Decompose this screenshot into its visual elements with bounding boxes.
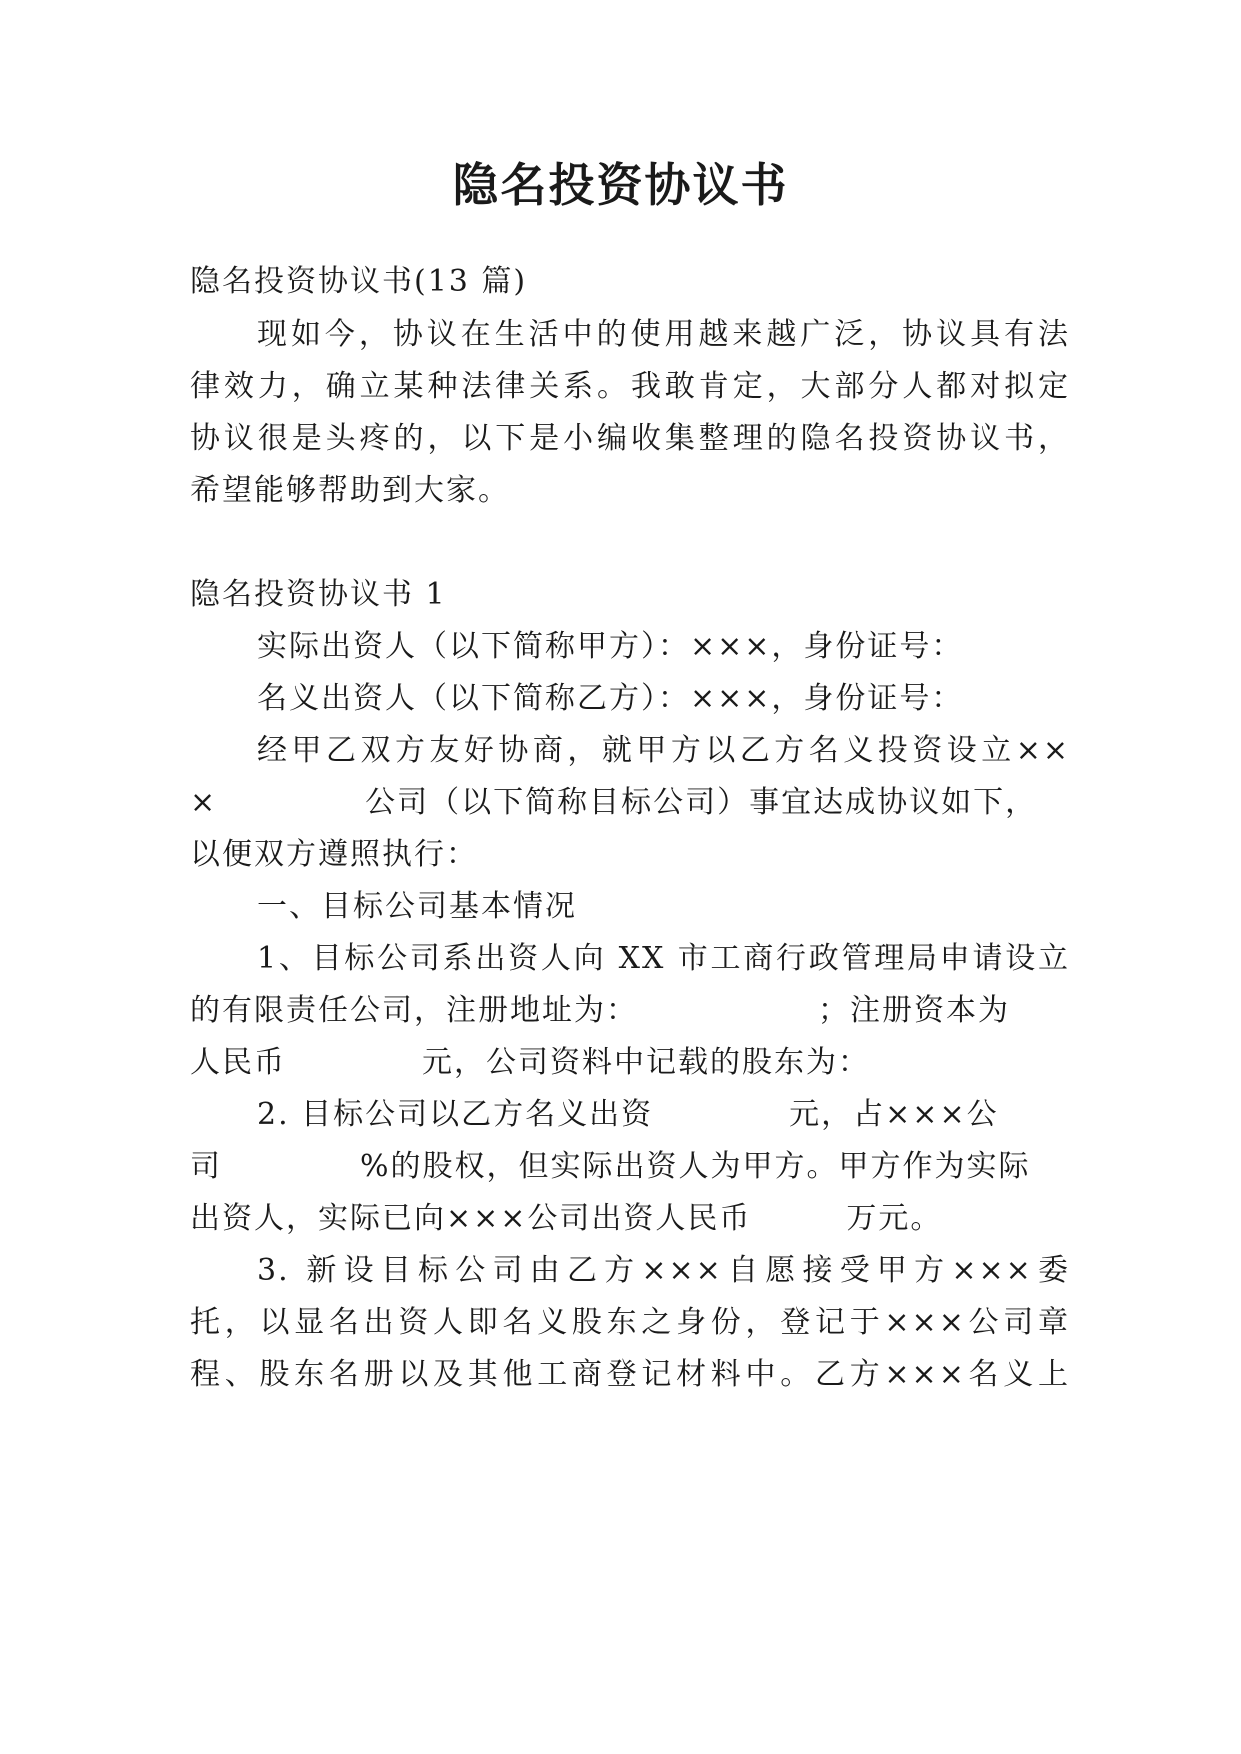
clause-heading: 一、目标公司基本情况: [257, 889, 577, 924]
blank-prefix: ×: [190, 785, 218, 820]
clause-2-line-1b: 元，占×××公: [789, 1097, 999, 1132]
document-subtitle: 隐名投资协议书(13 篇): [190, 264, 528, 299]
clause-1-line-1: 1、目标公司系出资人向 XX 市工商行政管理局申请设立: [257, 941, 1070, 976]
clause-3-line-3: 程、股东名册以及其他工商登记材料中。乙方×××名义上: [190, 1357, 1070, 1392]
clause-1-line-2: [190, 991, 1070, 1031]
clause-1-line-3a: 人民币: [190, 1045, 286, 1080]
document-title: 隐名投资协议书: [452, 158, 789, 212]
clause-2-line-1: [257, 1095, 1070, 1135]
clause-2-line-2a: 司: [190, 1149, 222, 1184]
clause-3-line-1: 3. 新设目标公司由乙方×××自愿接受甲方×××委: [257, 1253, 1070, 1288]
intro-line-1: 现如今，协议在生活中的使用越来越广泛，协议具有法: [257, 317, 1070, 352]
clause-1-line-3b: 元，公司资料中记载的股东为：: [422, 1045, 870, 1080]
clause-2-line-2b: %的股权，但实际出资人为甲方。甲方作为实际: [360, 1149, 1031, 1184]
section-heading: 隐名投资协议书 1: [190, 577, 447, 612]
clause-2-line-3a: 出资人，实际已向×××公司出资人民币: [190, 1201, 752, 1236]
clause-1-line-3: [190, 1043, 1070, 1083]
clause-1-line-2b: ；注册资本为: [818, 993, 1010, 1028]
intro-line-2: 律效力，确立某种法律关系。我敢肯定，大部分人都对拟定: [190, 369, 1070, 404]
clause-2-line-2: [190, 1147, 1070, 1187]
paragraph-1-line-2-text: 公司（以下简称目标公司）事宜达成协议如下，: [365, 785, 1038, 820]
clause-3-line-2: 托，以显名出资人即名义股东之身份，登记于×××公司章: [190, 1305, 1070, 1340]
paragraph-1-line-2: [190, 783, 1070, 823]
clause-1-line-2a: 的有限责任公司，注册地址为：: [190, 993, 638, 1028]
clause-2-line-1a: 2. 目标公司以乙方名义出资: [257, 1097, 654, 1132]
clause-2-line-3b: 万元。: [846, 1201, 943, 1236]
party-b-line: 名义出资人（以下简称乙方）：×××，身份证号：: [257, 681, 964, 716]
clause-2-line-3: [190, 1199, 1070, 1239]
party-a-line: 实际出资人（以下简称甲方）：×××，身份证号：: [257, 629, 964, 664]
paragraph-1-line-1: 经甲乙双方友好协商，就甲方以乙方名义投资设立××: [257, 733, 1070, 768]
intro-line-3: 协议很是头疼的，以下是小编收集整理的隐名投资协议书，: [190, 421, 1070, 456]
paragraph-1-line-3: 以便双方遵照执行：: [190, 837, 478, 872]
intro-line-4: 希望能够帮助到大家。: [190, 473, 510, 508]
